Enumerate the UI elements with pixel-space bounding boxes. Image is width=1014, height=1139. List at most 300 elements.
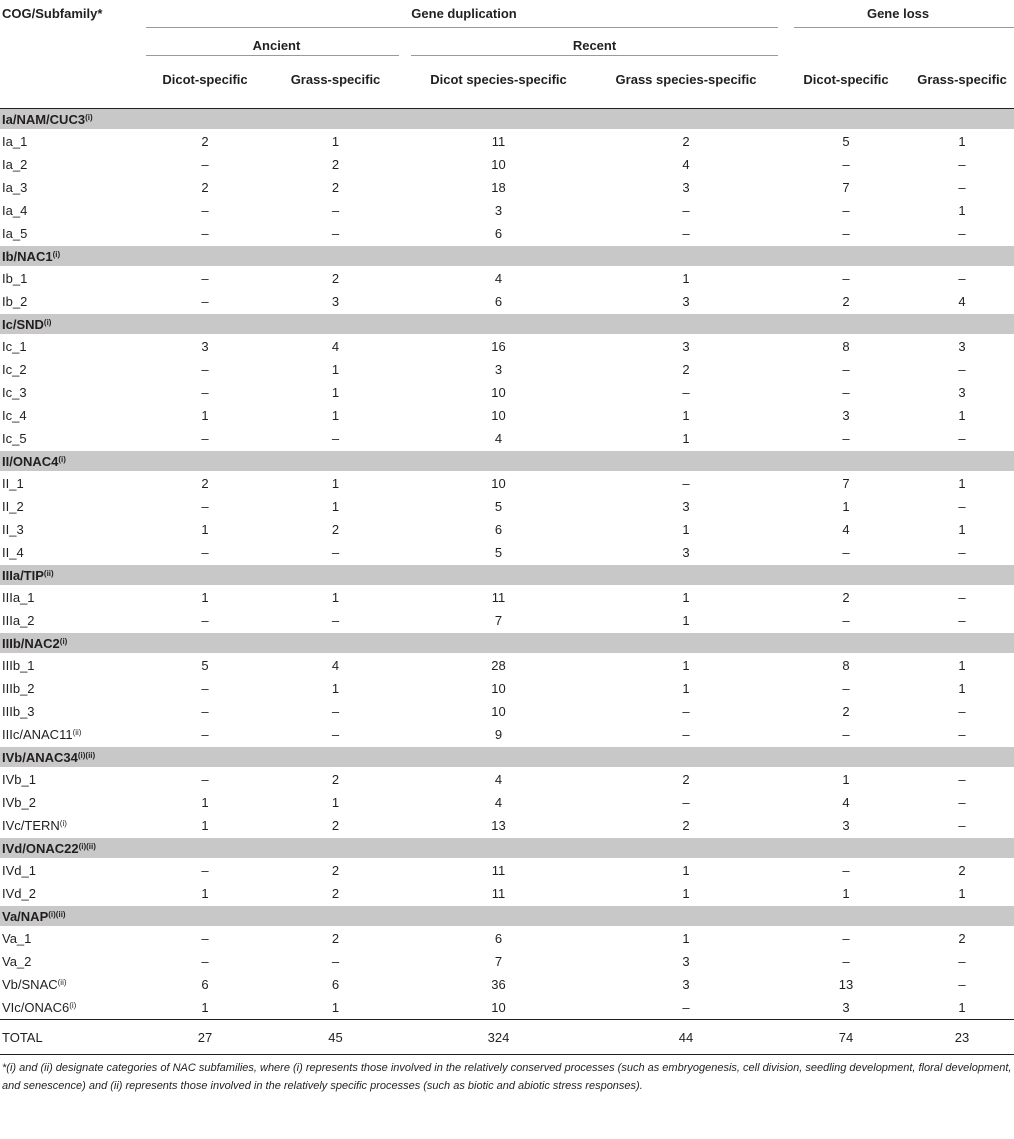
table-cell: 1 (682, 658, 690, 673)
table-cell: 1 (331, 476, 340, 491)
row-label (0, 290, 146, 314)
row-label-text: II_4 (2, 545, 24, 560)
table-cell: 1 (682, 931, 690, 946)
table-cell: – (331, 545, 340, 560)
row-label (0, 199, 146, 222)
footnote-row (0, 1055, 1014, 1096)
row-label-superscript: (i) (59, 819, 67, 828)
row-label-text: Ia_5 (2, 226, 28, 241)
table-cell: 2 (331, 180, 340, 195)
section-title (0, 747, 1014, 768)
table-cell: – (842, 954, 850, 969)
row-label-text: II_1 (2, 476, 24, 491)
row-label (0, 768, 146, 792)
row-label-text: Ic_1 (2, 339, 27, 354)
table-cell: 1 (682, 681, 690, 696)
table-row (0, 586, 1014, 610)
row-label-text: IIIa_1 (2, 590, 35, 605)
row-label (0, 609, 146, 633)
header-ancient: Ancient (146, 30, 407, 60)
section-title (0, 565, 1014, 586)
row-label (0, 859, 146, 883)
table-cell: 3 (494, 362, 503, 377)
row-label (0, 176, 146, 199)
row-label (0, 973, 146, 996)
header-row-subgroups (0, 30, 1014, 60)
table-cell: 10 (491, 385, 506, 400)
table-cell: 2 (958, 863, 966, 878)
table-cell: 1 (682, 408, 690, 423)
table-cell: 1 (958, 522, 966, 537)
table-cell: 2 (842, 704, 850, 719)
section-header-row (0, 838, 1014, 859)
table-cell: 1 (331, 795, 340, 810)
row-label-text: IVc/TERN (2, 818, 60, 833)
header-cog-subfamily: COG/Subfamily* (2, 6, 103, 21)
row-label (0, 677, 146, 700)
header-col-2: Grass-specific (264, 60, 407, 109)
row-label-text: IIIb_3 (2, 704, 35, 719)
table-cell: 3 (682, 545, 690, 560)
table-cell: 4 (682, 157, 690, 172)
table-row (0, 996, 1014, 1020)
table-cell: 3 (331, 294, 340, 309)
table-cell: 1 (682, 886, 690, 901)
table-cell: 2 (331, 863, 340, 878)
table-cell: 1 (958, 203, 966, 218)
table-cell: 1 (958, 681, 966, 696)
row-label (0, 814, 146, 838)
table-cell: 1 (842, 772, 850, 787)
table-cell: – (842, 362, 850, 377)
table-cell: – (958, 704, 966, 719)
table-cell: – (958, 157, 966, 172)
table-cell: – (958, 977, 966, 992)
table-cell: 2 (842, 590, 850, 605)
table-cell: – (201, 226, 209, 241)
table-cell: 1 (331, 408, 340, 423)
row-label-text: Ic_2 (2, 362, 27, 377)
table-cell: 4 (494, 271, 503, 286)
table-row (0, 130, 1014, 154)
table-cell: 1 (331, 681, 340, 696)
row-label (0, 518, 146, 541)
row-label (0, 130, 146, 154)
row-label-text: Ic_4 (2, 408, 27, 423)
section-title (0, 246, 1014, 267)
table-row (0, 518, 1014, 541)
table-cell: 1 (331, 499, 340, 514)
section-title-text: IVb/ANAC34 (2, 749, 78, 765)
table-cell: – (842, 613, 850, 628)
header-col-3: Dicot species-specific (407, 60, 590, 109)
section-title-superscript: (i) (52, 249, 61, 259)
table-cell: – (201, 385, 209, 400)
table-cell: – (958, 431, 966, 446)
section-title-superscript: (i)(ii) (48, 909, 66, 919)
table-cell: 4 (494, 795, 503, 810)
table-cell: 1 (958, 886, 966, 901)
row-label-text: IIIa_2 (2, 613, 35, 628)
table-row (0, 290, 1014, 314)
table-cell: 3 (682, 499, 690, 514)
section-title (0, 109, 1014, 130)
table-cell: 1 (201, 522, 209, 537)
table-cell: – (958, 362, 966, 377)
table-cell: 1 (331, 134, 340, 149)
row-label (0, 153, 146, 176)
header-col-4: Grass species-specific (590, 60, 782, 109)
total-value: 45 (264, 1020, 407, 1055)
row-label (0, 996, 146, 1020)
table-cell: 1 (682, 271, 690, 286)
table-cell: – (842, 931, 850, 946)
table-cell: 2 (201, 180, 209, 195)
table-cell: 4 (958, 294, 966, 309)
row-label-text: IIIc/ANAC11 (2, 727, 73, 742)
table-cell: 2 (331, 818, 340, 833)
table-row (0, 472, 1014, 496)
table-cell: – (331, 613, 340, 628)
row-label-text: Ia_1 (2, 134, 28, 149)
table-row (0, 153, 1014, 176)
table-row (0, 404, 1014, 427)
table-cell: – (331, 203, 340, 218)
section-header-row (0, 109, 1014, 130)
table-cell: 13 (838, 977, 854, 992)
table-cell: 3 (494, 203, 503, 218)
section-title (0, 633, 1014, 654)
table-cell: 36 (491, 977, 506, 992)
section-title (0, 906, 1014, 927)
header-row-columns (0, 60, 1014, 109)
table-cell: – (201, 681, 209, 696)
table-cell: 2 (958, 931, 966, 946)
table-cell: 2 (331, 157, 340, 172)
table-cell: – (842, 431, 850, 446)
row-label-text: IVd_2 (2, 886, 36, 901)
row-label (0, 541, 146, 565)
table-cell: – (958, 545, 966, 560)
row-label-text: VIc/ONAC6 (2, 1000, 70, 1015)
table-row (0, 267, 1014, 291)
table-cell: 4 (842, 522, 850, 537)
section-title-superscript: (ii) (43, 568, 54, 578)
table-row (0, 358, 1014, 381)
table-cell: – (682, 226, 690, 241)
table-cell: – (201, 931, 209, 946)
table-cell: 3 (842, 1000, 850, 1015)
row-label (0, 495, 146, 518)
table-cell: 10 (491, 476, 506, 491)
row-label (0, 267, 146, 291)
total-value: 324 (407, 1020, 590, 1055)
table-cell: – (958, 772, 966, 787)
table-cell: – (842, 226, 850, 241)
table-cell: – (201, 271, 209, 286)
table-cell: – (682, 727, 690, 742)
total-value: 23 (910, 1020, 1014, 1055)
table-cell: 5 (201, 658, 209, 673)
table-cell: 10 (491, 1000, 506, 1015)
table-cell: 4 (331, 658, 340, 673)
table-row (0, 654, 1014, 678)
table-cell: 2 (682, 772, 690, 787)
table-row (0, 927, 1014, 951)
table-cell: 1 (682, 613, 690, 628)
section-title-superscript: (i) (59, 636, 68, 646)
table-cell: – (842, 863, 850, 878)
row-label (0, 335, 146, 359)
table-row (0, 950, 1014, 973)
table-cell: – (958, 226, 966, 241)
table-cell: 2 (201, 476, 209, 491)
table-cell: 6 (494, 931, 503, 946)
table-row (0, 973, 1014, 996)
table-cell: – (201, 294, 209, 309)
table-cell: – (201, 727, 209, 742)
table-cell: 2 (201, 134, 209, 149)
section-header-row (0, 246, 1014, 267)
section-header-row (0, 314, 1014, 335)
table-cell: 3 (682, 294, 690, 309)
table-cell: 1 (201, 408, 209, 423)
table-cell: – (842, 545, 850, 560)
table-cell: 3 (682, 977, 690, 992)
table-cell: 1 (201, 818, 209, 833)
table-row (0, 882, 1014, 906)
table-cell: 7 (494, 954, 503, 969)
row-label-superscript: (ii) (72, 728, 82, 737)
table-cell: – (842, 271, 850, 286)
table-cell: 10 (491, 681, 506, 696)
table-cell: – (682, 385, 690, 400)
total-value: 27 (146, 1020, 264, 1055)
section-title-text: IVd/ONAC22 (2, 840, 79, 856)
table-cell: – (201, 362, 209, 377)
table-cell: – (201, 203, 209, 218)
row-label-superscript: (i) (69, 1001, 77, 1010)
table-cell: – (842, 203, 850, 218)
table-cell: – (682, 203, 690, 218)
table-row (0, 700, 1014, 723)
table-cell: 6 (494, 294, 503, 309)
row-label (0, 882, 146, 906)
row-label (0, 791, 146, 814)
section-header-row (0, 633, 1014, 654)
section-title-text: II/ONAC4 (2, 453, 59, 469)
table-cell: 1 (682, 590, 690, 605)
table-cell: – (958, 818, 966, 833)
table-cell: – (201, 863, 209, 878)
table-cell: 16 (491, 339, 506, 354)
table-cell: – (958, 271, 966, 286)
table-cell: – (201, 704, 209, 719)
table-row (0, 859, 1014, 883)
row-label (0, 381, 146, 404)
table-cell: – (682, 704, 690, 719)
table-cell: 1 (331, 362, 340, 377)
header-col-6: Grass-specific (910, 60, 1014, 109)
total-value: 44 (590, 1020, 782, 1055)
row-label-text: IVb_1 (2, 772, 36, 787)
section-title (0, 838, 1014, 859)
table-cell: – (331, 727, 340, 742)
section-header-row (0, 565, 1014, 586)
row-label-text: Ib_2 (2, 294, 28, 309)
row-label-text: II_3 (2, 522, 24, 537)
table-cell: 4 (494, 431, 503, 446)
table-cell: 6 (494, 226, 503, 241)
table-cell: 1 (682, 431, 690, 446)
table-cell: 4 (842, 795, 850, 810)
table-cell: 3 (842, 408, 850, 423)
row-label-text: IVb_2 (2, 795, 36, 810)
table-cell: 1 (958, 134, 966, 149)
table-cell: 2 (331, 522, 340, 537)
table-cell: 1 (682, 863, 690, 878)
table-cell: 1 (958, 1000, 966, 1015)
table-body (0, 109, 1014, 1020)
section-title-superscript: (i) (43, 317, 52, 327)
section-title-text: Ic/SND (2, 316, 44, 332)
header-col-1: Dicot-specific (146, 60, 264, 109)
table-cell: 7 (494, 613, 503, 628)
table-cell: 1 (201, 795, 209, 810)
table-cell: 1 (201, 590, 209, 605)
header-gene-duplication: Gene duplication (146, 6, 782, 30)
section-header-row (0, 451, 1014, 472)
table-cell: 11 (491, 134, 506, 149)
table-cell: – (201, 431, 209, 446)
section-title-superscript: (i)(ii) (77, 750, 96, 760)
table-row (0, 199, 1014, 222)
table-cell: 2 (842, 294, 850, 309)
table-cell: 3 (201, 339, 209, 354)
table-cell: 5 (494, 545, 503, 560)
total-label: TOTAL (0, 1020, 146, 1055)
table-row (0, 541, 1014, 565)
table-cell: – (958, 499, 966, 514)
table-row (0, 427, 1014, 451)
row-label (0, 404, 146, 427)
table-cell: – (201, 157, 209, 172)
table-cell: 1 (842, 499, 850, 514)
table-cell: – (331, 704, 340, 719)
table-cell: 8 (842, 658, 850, 673)
table-cell: 13 (491, 818, 506, 833)
row-label (0, 950, 146, 973)
row-label-superscript: (ii) (57, 978, 67, 987)
table-cell: 1 (958, 658, 966, 673)
section-title-text: IIIb/NAC2 (2, 635, 60, 651)
table-cell: – (842, 157, 850, 172)
row-label-text: Va_2 (2, 954, 32, 969)
table-cell: 8 (842, 339, 850, 354)
table-row (0, 723, 1014, 747)
table-row (0, 677, 1014, 700)
table-row (0, 768, 1014, 792)
table-row (0, 381, 1014, 404)
table-cell: 10 (491, 704, 506, 719)
section-title-text: Va/NAP (2, 908, 49, 924)
section-title (0, 451, 1014, 472)
row-label (0, 723, 146, 747)
table-cell: 4 (331, 339, 340, 354)
header-col-5: Dicot-specific (782, 60, 910, 109)
table-cell: – (842, 681, 850, 696)
row-label-text: IIIb_1 (2, 658, 35, 673)
section-header-row (0, 906, 1014, 927)
table-cell: 6 (201, 977, 209, 992)
table-cell: 6 (331, 977, 340, 992)
table-cell: 4 (494, 772, 503, 787)
table-cell: – (201, 772, 209, 787)
table-cell: 6 (494, 522, 503, 537)
table-cell: – (201, 499, 209, 514)
table-cell: 3 (682, 339, 690, 354)
table-cell: 2 (682, 818, 690, 833)
footnote: *(i) and (ii) designate categories of NAC subfamilies, where (i) represents those involved in the relatively conserved processes (such as embryogenesis, cell division, seedling development, floral development, and senescence) and (ii) represents those involved in the relatively specific processes (such as biotic and abiotic stress responses). (2, 1062, 1012, 1092)
table-cell: – (958, 795, 966, 810)
table-cell: 2 (331, 931, 340, 946)
table-cell: – (331, 431, 340, 446)
table-row (0, 176, 1014, 199)
table-cell: – (958, 954, 966, 969)
header-recent: Recent (407, 30, 782, 60)
section-title-superscript: (i) (85, 112, 93, 122)
table-row (0, 814, 1014, 838)
table-cell: – (201, 613, 209, 628)
section-header-row (0, 747, 1014, 768)
row-label (0, 654, 146, 678)
row-label-text: Ia_4 (2, 203, 28, 218)
table-row (0, 222, 1014, 246)
section-title-text: Ia/NAM/CUC3 (2, 111, 86, 127)
table-cell: 7 (842, 180, 850, 195)
row-label (0, 222, 146, 246)
table-cell: 1 (842, 886, 850, 901)
table-cell: – (958, 180, 966, 195)
row-label-text: Ib_1 (2, 271, 28, 286)
table-cell: 5 (842, 134, 850, 149)
table-cell: 2 (331, 772, 340, 787)
table-cell: 2 (331, 271, 340, 286)
table-cell: 7 (842, 476, 850, 491)
total-value: 74 (782, 1020, 910, 1055)
table-cell: – (201, 954, 209, 969)
section-title-text: Ib/NAC1 (2, 248, 53, 264)
table-row (0, 335, 1014, 359)
section-title (0, 314, 1014, 335)
nac-subfamily-table (0, 6, 1014, 1095)
table-cell: 10 (491, 408, 506, 423)
table-cell: – (331, 954, 340, 969)
table-cell: – (331, 226, 340, 241)
row-label-text: IVd_1 (2, 863, 36, 878)
table-cell: – (842, 385, 850, 400)
table-row (0, 495, 1014, 518)
table-cell: 1 (201, 886, 209, 901)
table-cell: – (682, 476, 690, 491)
table-cell: – (958, 727, 966, 742)
row-label (0, 586, 146, 610)
table-cell: 3 (682, 180, 690, 195)
table-cell: 9 (494, 727, 503, 742)
table-cell: – (682, 1000, 690, 1015)
header-gene-loss: Gene loss (782, 6, 1014, 30)
table-cell: 3 (682, 954, 690, 969)
